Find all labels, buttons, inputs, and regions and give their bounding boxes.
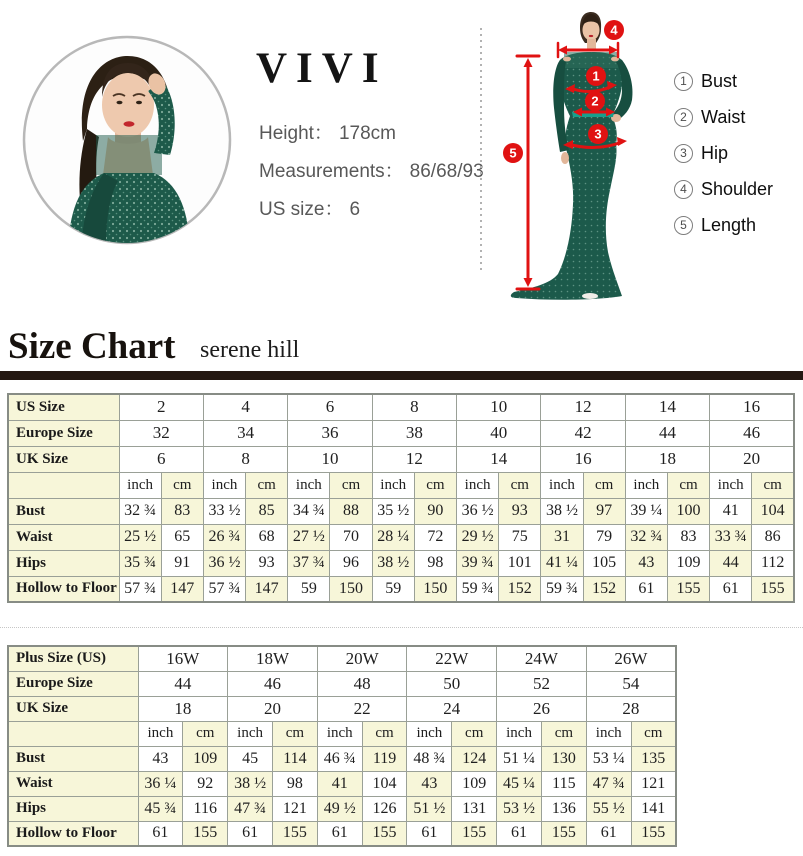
cm-unit-cell: cm: [631, 721, 676, 746]
cm-value-cell: 124: [452, 746, 497, 771]
brand-title: VIVI: [256, 45, 388, 92]
cm-value-cell: 150: [330, 576, 372, 602]
inch-value-cell: 59: [288, 576, 330, 602]
badge-waist: [585, 91, 605, 111]
inch-value-cell: 38 ½: [372, 550, 414, 576]
size-value-cell: 26W: [586, 646, 676, 671]
inch-value-cell: 45 ¼: [497, 771, 542, 796]
size-header-row: [8, 446, 794, 472]
size-value-cell: 24: [407, 696, 497, 721]
inch-value-cell: 46 ¾: [317, 746, 362, 771]
legend-item: [674, 142, 773, 164]
size-value-cell: 22W: [407, 646, 497, 671]
inch-value-cell: 51 ½: [407, 796, 452, 821]
cm-value-cell: 119: [362, 746, 407, 771]
cm-value-cell: 155: [183, 821, 228, 846]
size-value-cell: 12: [541, 394, 625, 420]
inch-value-cell: 29 ½: [457, 524, 499, 550]
size-value-cell: 16: [541, 446, 625, 472]
cm-unit-cell: cm: [161, 472, 203, 498]
cm-value-cell: 101: [499, 550, 541, 576]
size-value-cell: 46: [710, 420, 794, 446]
size-value-cell: 46: [228, 671, 318, 696]
model-photo-illustration: [20, 33, 234, 247]
cm-value-cell: 79: [583, 524, 625, 550]
model-info-label: Measurements：: [259, 161, 404, 182]
cm-value-cell: 136: [541, 796, 586, 821]
size-value-cell: 44: [625, 420, 709, 446]
inch-value-cell: 37 ¾: [288, 550, 330, 576]
measurement-row: [8, 576, 794, 602]
cm-value-cell: 116: [183, 796, 228, 821]
cm-value-cell: 155: [452, 821, 497, 846]
inch-value-cell: 26 ¾: [203, 524, 245, 550]
cm-value-cell: 115: [541, 771, 586, 796]
size-value-cell: 38: [372, 420, 456, 446]
inch-value-cell: 32 ¾: [625, 524, 667, 550]
inch-unit-cell: inch: [625, 472, 667, 498]
cm-value-cell: 126: [362, 796, 407, 821]
inch-unit-cell: inch: [317, 721, 362, 746]
row-label: Hollow to Floor: [8, 821, 138, 846]
row-label: UK Size: [8, 446, 119, 472]
length-arrow: [517, 56, 539, 289]
cm-value-cell: 141: [631, 796, 676, 821]
cm-unit-cell: cm: [667, 472, 709, 498]
badge-length: [503, 143, 523, 163]
inch-value-cell: 53 ¼: [586, 746, 631, 771]
model-photo: [20, 33, 234, 247]
inch-value-cell: 47 ¾: [586, 771, 631, 796]
size-value-cell: 6: [288, 394, 372, 420]
size-value-cell: 18W: [228, 646, 318, 671]
size-value-cell: 20W: [317, 646, 407, 671]
standard-size-table: [7, 393, 795, 603]
inch-value-cell: 57 ¾: [203, 576, 245, 602]
size-value-cell: 6: [119, 446, 203, 472]
cm-value-cell: 70: [330, 524, 372, 550]
inch-value-cell: 59 ¾: [457, 576, 499, 602]
inch-value-cell: 61: [138, 821, 183, 846]
inch-value-cell: 36 ½: [203, 550, 245, 576]
size-value-cell: 54: [586, 671, 676, 696]
size-value-cell: 4: [203, 394, 287, 420]
cm-value-cell: 72: [414, 524, 456, 550]
circled-number-icon: 3: [674, 144, 693, 163]
size-value-cell: 40: [457, 420, 541, 446]
size-value-cell: 20: [228, 696, 318, 721]
svg-text:1: 1: [592, 68, 600, 84]
inch-unit-cell: inch: [288, 472, 330, 498]
cm-value-cell: 114: [272, 746, 317, 771]
cm-value-cell: 109: [452, 771, 497, 796]
inch-value-cell: 25 ½: [119, 524, 161, 550]
inch-unit-cell: inch: [372, 472, 414, 498]
inch-value-cell: 51 ¼: [497, 746, 542, 771]
badge-bust: [586, 66, 606, 86]
size-value-cell: 16W: [138, 646, 228, 671]
inch-value-cell: 32 ¾: [119, 498, 161, 524]
inch-unit-cell: inch: [710, 472, 752, 498]
size-header-row: [8, 671, 676, 696]
circled-number-icon: 5: [674, 216, 693, 235]
cm-value-cell: 155: [541, 821, 586, 846]
inch-value-cell: 59: [372, 576, 414, 602]
row-label: Europe Size: [8, 420, 119, 446]
inch-unit-cell: inch: [586, 721, 631, 746]
size-value-cell: 18: [138, 696, 228, 721]
badge-hip: [588, 124, 608, 144]
inch-value-cell: 38 ½: [228, 771, 273, 796]
row-label: Hips: [8, 796, 138, 821]
model-info-value: 178cm: [338, 123, 396, 144]
inch-value-cell: 44: [710, 550, 752, 576]
cm-value-cell: 100: [667, 498, 709, 524]
cm-value-cell: 109: [183, 746, 228, 771]
row-label: Plus Size (US): [8, 646, 138, 671]
legend-label: Hip: [701, 142, 729, 163]
measurement-row: [8, 550, 794, 576]
cm-value-cell: 152: [583, 576, 625, 602]
unit-row: [8, 721, 676, 746]
cm-value-cell: 155: [272, 821, 317, 846]
cm-value-cell: 91: [161, 550, 203, 576]
inch-value-cell: 31: [541, 524, 583, 550]
cm-value-cell: 65: [161, 524, 203, 550]
model-info-label: US size：: [259, 199, 344, 220]
inch-value-cell: 55 ½: [586, 796, 631, 821]
inch-value-cell: 33 ¾: [710, 524, 752, 550]
cm-value-cell: 112: [752, 550, 794, 576]
plus-size-table: [7, 645, 677, 847]
svg-text:3: 3: [594, 126, 602, 142]
inch-value-cell: 61: [228, 821, 273, 846]
circled-number-icon: 2: [674, 108, 693, 127]
inch-value-cell: 49 ½: [317, 796, 362, 821]
size-chart-subtitle: serene hill: [200, 337, 300, 363]
row-label: Bust: [8, 498, 119, 524]
inch-value-cell: 48 ¾: [407, 746, 452, 771]
inch-value-cell: 61: [407, 821, 452, 846]
cm-unit-cell: cm: [414, 472, 456, 498]
inch-value-cell: 41: [317, 771, 362, 796]
model-info-value: 6: [349, 199, 361, 220]
legend-label: Waist: [701, 106, 746, 127]
measurement-row: [8, 746, 676, 771]
measurement-legend: [674, 70, 773, 250]
cm-value-cell: 86: [752, 524, 794, 550]
unit-row-label-spacer: [8, 721, 138, 746]
cm-value-cell: 98: [414, 550, 456, 576]
inch-value-cell: 27 ½: [288, 524, 330, 550]
legend-item: [674, 106, 773, 128]
cm-value-cell: 121: [631, 771, 676, 796]
inch-value-cell: 61: [497, 821, 542, 846]
inch-value-cell: 38 ½: [541, 498, 583, 524]
cm-value-cell: 147: [246, 576, 288, 602]
inch-value-cell: 35 ½: [372, 498, 414, 524]
cm-value-cell: 131: [452, 796, 497, 821]
row-label: Waist: [8, 524, 119, 550]
cm-value-cell: 83: [667, 524, 709, 550]
size-value-cell: 32: [119, 420, 203, 446]
cm-value-cell: 96: [330, 550, 372, 576]
model-info-line: [259, 156, 484, 194]
inch-unit-cell: inch: [457, 472, 499, 498]
size-value-cell: 20: [710, 446, 794, 472]
inch-value-cell: 28 ¼: [372, 524, 414, 550]
inch-unit-cell: inch: [541, 472, 583, 498]
model-info-label: Height：: [259, 123, 333, 144]
size-value-cell: 8: [203, 446, 287, 472]
cm-value-cell: 75: [499, 524, 541, 550]
legend-item: [674, 70, 773, 92]
cm-value-cell: 155: [752, 576, 794, 602]
cm-value-cell: 130: [541, 746, 586, 771]
cm-value-cell: 135: [631, 746, 676, 771]
size-value-cell: 52: [497, 671, 587, 696]
row-label: US Size: [8, 394, 119, 420]
cm-value-cell: 88: [330, 498, 372, 524]
cm-unit-cell: cm: [362, 721, 407, 746]
measurement-row: [8, 771, 676, 796]
unit-row-label-spacer: [8, 472, 119, 498]
cm-value-cell: 68: [246, 524, 288, 550]
size-value-cell: 8: [372, 394, 456, 420]
legend-item: [674, 214, 773, 236]
cm-unit-cell: cm: [246, 472, 288, 498]
cm-unit-cell: cm: [452, 721, 497, 746]
unit-row: [8, 472, 794, 498]
inch-value-cell: 43: [138, 746, 183, 771]
cm-value-cell: 105: [583, 550, 625, 576]
size-value-cell: 36: [288, 420, 372, 446]
cm-value-cell: 155: [631, 821, 676, 846]
inch-unit-cell: inch: [203, 472, 245, 498]
size-header-row: [8, 696, 676, 721]
cm-value-cell: 109: [667, 550, 709, 576]
inch-value-cell: 45 ¾: [138, 796, 183, 821]
size-value-cell: 24W: [497, 646, 587, 671]
inch-unit-cell: inch: [119, 472, 161, 498]
model-info-line: [259, 194, 484, 232]
legend-label: Length: [701, 214, 757, 235]
inch-value-cell: 47 ¾: [228, 796, 273, 821]
cm-value-cell: 90: [414, 498, 456, 524]
inch-value-cell: 35 ¾: [119, 550, 161, 576]
size-value-cell: 44: [138, 671, 228, 696]
cm-value-cell: 121: [272, 796, 317, 821]
size-value-cell: 42: [541, 420, 625, 446]
inch-value-cell: 57 ¾: [119, 576, 161, 602]
cm-value-cell: 92: [183, 771, 228, 796]
cm-value-cell: 97: [583, 498, 625, 524]
legend-label: Bust: [701, 70, 738, 91]
cm-unit-cell: cm: [541, 721, 586, 746]
size-value-cell: 22: [317, 696, 407, 721]
size-value-cell: 50: [407, 671, 497, 696]
cm-value-cell: 93: [246, 550, 288, 576]
row-label: Hips: [8, 550, 119, 576]
size-header-row: [8, 420, 794, 446]
row-label: Bust: [8, 746, 138, 771]
cm-unit-cell: cm: [499, 472, 541, 498]
inch-value-cell: 36 ½: [457, 498, 499, 524]
model-info: [259, 118, 484, 232]
size-header-row: [8, 394, 794, 420]
table-separator: [0, 627, 803, 628]
title-divider-bar: [0, 371, 803, 380]
inch-unit-cell: inch: [497, 721, 542, 746]
cm-value-cell: 155: [362, 821, 407, 846]
inch-unit-cell: inch: [138, 721, 183, 746]
measurement-row: [8, 821, 676, 846]
size-value-cell: 10: [288, 446, 372, 472]
size-chart-title: Size Chart: [8, 326, 176, 367]
inch-value-cell: 61: [317, 821, 362, 846]
size-header-row: [8, 646, 676, 671]
cm-value-cell: 147: [161, 576, 203, 602]
cm-value-cell: 104: [752, 498, 794, 524]
inch-value-cell: 36 ¼: [138, 771, 183, 796]
row-label: Hollow to Floor: [8, 576, 119, 602]
size-value-cell: 18: [625, 446, 709, 472]
size-value-cell: 26: [497, 696, 587, 721]
cm-value-cell: 152: [499, 576, 541, 602]
measurement-row: [8, 498, 794, 524]
inch-unit-cell: inch: [407, 721, 452, 746]
cm-unit-cell: cm: [583, 472, 625, 498]
inch-value-cell: 41 ¼: [541, 550, 583, 576]
inch-value-cell: 43: [407, 771, 452, 796]
dress-diagram-illustration: [470, 8, 675, 300]
cm-value-cell: 150: [414, 576, 456, 602]
row-label: Waist: [8, 771, 138, 796]
legend-label: Shoulder: [701, 178, 774, 199]
size-value-cell: 34: [203, 420, 287, 446]
inch-value-cell: 45: [228, 746, 273, 771]
svg-text:5: 5: [509, 145, 517, 161]
size-value-cell: 48: [317, 671, 407, 696]
cm-unit-cell: cm: [330, 472, 372, 498]
circled-number-icon: 4: [674, 180, 693, 199]
inch-value-cell: 33 ½: [203, 498, 245, 524]
model-info-value: 86/68/93: [409, 161, 484, 182]
size-value-cell: 14: [625, 394, 709, 420]
cm-value-cell: 93: [499, 498, 541, 524]
size-value-cell: 14: [457, 446, 541, 472]
inch-unit-cell: inch: [228, 721, 273, 746]
inch-value-cell: 34 ¾: [288, 498, 330, 524]
row-label: UK Size: [8, 696, 138, 721]
inch-value-cell: 61: [710, 576, 752, 602]
cm-value-cell: 155: [667, 576, 709, 602]
svg-text:2: 2: [591, 93, 599, 109]
cm-unit-cell: cm: [752, 472, 794, 498]
inch-value-cell: 61: [586, 821, 631, 846]
measurement-row: [8, 796, 676, 821]
measurement-row: [8, 524, 794, 550]
cm-value-cell: 83: [161, 498, 203, 524]
size-value-cell: 10: [457, 394, 541, 420]
cm-unit-cell: cm: [183, 721, 228, 746]
cm-value-cell: 104: [362, 771, 407, 796]
inch-value-cell: 39 ¾: [457, 550, 499, 576]
inch-value-cell: 43: [625, 550, 667, 576]
cm-value-cell: 98: [272, 771, 317, 796]
inch-value-cell: 39 ¼: [625, 498, 667, 524]
size-value-cell: 2: [119, 394, 203, 420]
inch-value-cell: 61: [625, 576, 667, 602]
cm-unit-cell: cm: [272, 721, 317, 746]
size-value-cell: 28: [586, 696, 676, 721]
svg-text:4: 4: [610, 22, 618, 38]
inch-value-cell: 41: [710, 498, 752, 524]
inch-value-cell: 59 ¾: [541, 576, 583, 602]
cm-value-cell: 85: [246, 498, 288, 524]
row-label: Europe Size: [8, 671, 138, 696]
legend-item: [674, 178, 773, 200]
model-info-line: [259, 118, 484, 156]
size-value-cell: 16: [710, 394, 794, 420]
measurement-diagram: [470, 8, 675, 300]
size-value-cell: 12: [372, 446, 456, 472]
badge-shoulder: [604, 20, 624, 40]
circled-number-icon: 1: [674, 72, 693, 91]
inch-value-cell: 53 ½: [497, 796, 542, 821]
